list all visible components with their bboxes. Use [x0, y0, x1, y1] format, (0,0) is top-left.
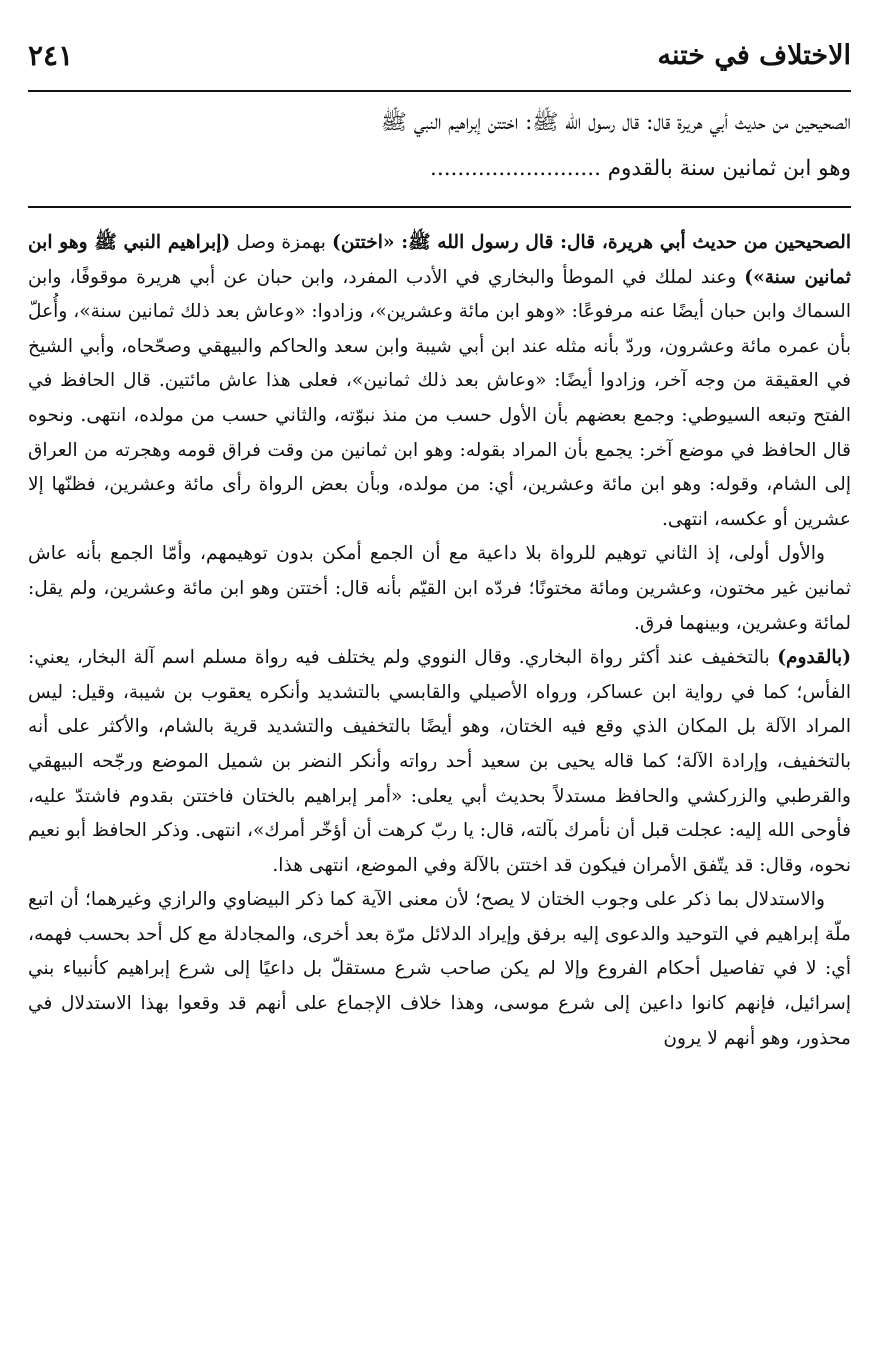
matn-rule [28, 206, 851, 208]
matn-block [28, 100, 851, 192]
matn-line-1: الصحيحين من حديث أبي هريرة قال: قال رسول الله ﷺ: اختتن إبراهيم النبي ﷺ [380, 110, 851, 135]
commentary-paragraph-1 [28, 226, 851, 537]
running-title: الاختلاف في ختنه [657, 39, 851, 71]
lemma-ibrahim: (إبراهيم النبي ﷺ وهو ابن ثمانين سنة») [28, 232, 851, 288]
commentary-text: بالتخفيف عند أكثر رواة البخاري. وقال النووي ولم يختلف فيه رواة مسلم اسم آلة البخار، يعني: الفأس؛ كما في رواية ابن عساكر، ورواه الأصيلي والقابسي بالتشديد وأنكره يعقوب بن شيبة، وقيل: ليس المراد الآلة بل المكان الذي وقع فيه الختان، وهو أيضًا بالتخفيف والتشديد قرية بالشام، والأكثر على أنه بالتخفيف، وإرادة الآلة؛ كما قاله يحيى بن سعيد أحد رواته وأنكر النضر بن شميل الموضع ورجّحه البيهقي والقرطبي والزركشي والحافظ مستدلاً بحديث أبي يعلى: «أمر إبراهيم بالختان فاختتن بقدوم فاشتدّ عليه، فأوحى الله إليه: عجلت قبل أن نأمرك بآلته، قال: يا ربّ كرهت أن أؤخّر أمرك»، انتهى. وذكر الحافظ أبو نعيم نحوه، وقال: قد يتّفق الأمران فيكون قد اختتن بالآلة وفي الموضع، انتهى هذا. [28, 647, 851, 876]
commentary-paragraph-2: والأول أولى، إذ الثاني توهيم للرواة بلا داعية مع أن الجمع أمكن بدون توهيمهم، وأمّا الجمع بأنه عاش ثمانين غير مختون، وعشرين ومائة مختونًا؛ فردّه ابن القيّم بأنه قال: أختتن وهو ابن مائة وعشرين، ولم يقل: لمائة وعشرين، وبينهما فرق. [28, 543, 851, 634]
commentary-paragraph-4: والاستدلال بما ذكر على وجوب الختان لا يصح؛ لأن معنى الآية كما ذكر البيضاوي والرازي وغيرهما؛ أن اتبع ملّة إبراهيم في التوحيد والدعوى إليه برفق وإيراد الدلائل مرّة بعد أخرى، والمجادلة مع كل أحد بحسب فهمه، أي: لا في تفاصيل أحكام الفروع وإلا لم يكن صاحب شرع مستقلّ بل داعيًا إلى شرع إبراهيم كأنبياء بني إسرائيل، فإنهم كانوا داعين إلى شرع موسى، وهذا خلاف الإجماع على أنهم قد وقعوا بهذا الاستدلال في محذور، وهو أنهم لا يرون [28, 889, 851, 1049]
lemma-hadith: الصحيحين من حديث أبي هريرة، قال: قال رسول الله ﷺ: «اختتن) [332, 232, 851, 253]
commentary-block [28, 226, 851, 1056]
commentary-paragraph-3 [28, 641, 851, 883]
lemma-qadum: (بالقدوم) [777, 647, 851, 669]
matn-line-2: وهو ابن ثمانين سنة بالقدوم ......................... [430, 156, 851, 181]
page-number: ٢٤١ [28, 38, 74, 72]
header-rule [28, 90, 851, 92]
commentary-text: وعند لملك في الموطأ والبخاري في الأدب المفرد، وابن حبان عن أبي هريرة موقوفًا، وابن السماك وابن حبان أيضًا عنه مرفوعًا: «وهو ابن مائة وعشرين»، وزادوا: «وعاش بعد ذلك ثمانين سنة»، وأُعلّ بأن عمره مائة وعشرون، وردّ بأنه مثله عند ابن أبي شيبة وابن سعد والحاكم والبيهقي وصحّحاه، وأبي الشيخ في العقيقة من وجه آخر، وزادوا أيضًا: «وعاش بعد ذلك ثمانين»، فعلى هذا عاش مائتين. قال الحافظ في الفتح وتبعه السيوطي: وجمع بعضهم بأن الأول حسب من منذ نبوّته، والثاني حسب من مولده، انتهى. ونحوه قال الحافظ في موضع آخر: يجمع بأن المراد بقوله: وهو ابن ثمانين من وقت فراق قومه وهجرته من العراق إلى الشام، وقوله: وهو ابن مائة وعشرين، أي: من مولده، وبأن بعض الرواة رأى مائة وعشرين، فظنّها إلا عشرين أو عكسه، انتهى. [28, 266, 851, 530]
page-header [28, 30, 851, 80]
commentary-text: بهمزة وصل [230, 232, 333, 253]
